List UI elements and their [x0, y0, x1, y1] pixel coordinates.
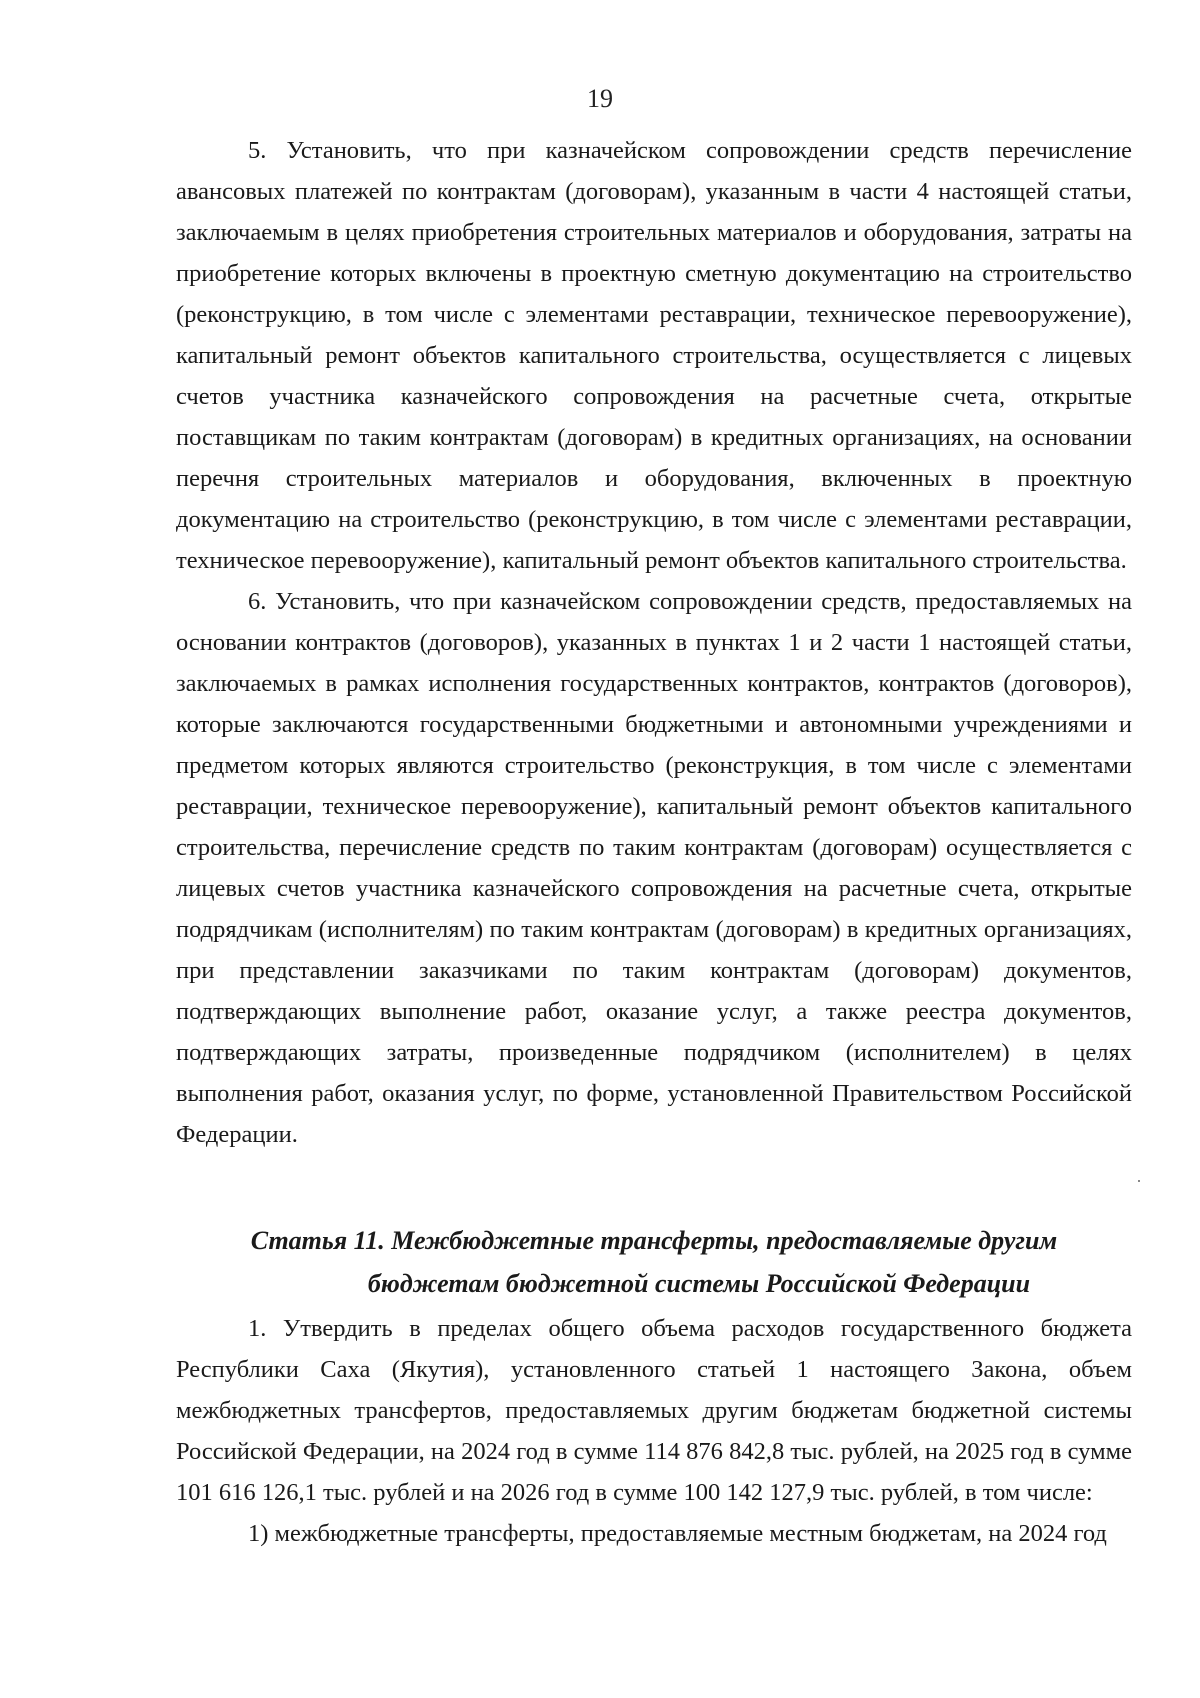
article-heading-line-2: бюджетам бюджетной системы Российской Федерации: [367, 1269, 1031, 1298]
page-number: 19: [587, 84, 613, 113]
scan-speck: [1138, 1180, 1140, 1182]
article-11-body: [176, 1308, 1132, 1554]
article-11-item-1: 1) межбюджетные трансферты, предоставляемые местным бюджетам, на 2024 год: [248, 1520, 1107, 1547]
article-11-paragraph-1: 1. Утвердить в пределах общего объема расходов государственного бюджета Республики Саха (Якутия), установленного статьей 1 настоящего Закона, объем межбюджетных трансфертов, предоставляемых другим бюджетам бюджетной системы Российской Федерации, на 2024 год в сумме 114 876 842,8 тыс. рублей, на 2025 год в сумме 101 616 126,1 тыс. рублей и на 2026 год в сумме 100 142 127,9 тыс. рублей, в том числе:: [176, 1315, 1132, 1506]
article-heading-line-1: Статья 11. Межбюджетные трансферты, предоставляемые другим: [250, 1226, 1058, 1255]
article-11-heading: [176, 1219, 1132, 1305]
article-10-continuation: [176, 130, 1132, 1155]
paragraph-5: 5. Установить, что при казначейском сопровождении средств перечисление авансовых платежей по контрактам (договорам), указанным в части 4 настоящей статьи, заключаемым в целях приобретения строительных материалов и оборудования, затраты на приобретение которых включены в проектную сметную документацию на строительство (реконструкцию, в том числе с элементами реставрации, техническое перевооружение), капитальный ремонт объектов капитального строительства, осуществляется с лицевых счетов участника казначейского сопровождения на расчетные счета, открытые поставщикам по таким контрактам (договорам) в кредитных организациях, на основании перечня строительных материалов и оборудования, включенных в проектную документацию на строительство (реконструкцию, в том числе с элементами реставрации, техническое перевооружение), капитальный ремонт объектов капитального строительства.: [176, 137, 1132, 574]
paragraph-6: 6. Установить, что при казначейском сопровождении средств, предоставляемых на основании контрактов (договоров), указанных в пунктах 1 и 2 части 1 настоящей статьи, заключаемых в рамках исполнения государственных контрактов, контрактов (договоров), которые заключаются государственными бюджетными и автономными учреждениями и предметом которых являются строительство (реконструкция, в том числе с элементами реставрации, техническое перевооружение), капитальный ремонт объектов капитального строительства, перечисление средств по таким контрактам (договорам) осуществляется с лицевых счетов участника казначейского сопровождения на расчетные счета, открытые подрядчикам (исполнителям) по таким контрактам (договорам) в кредитных организациях, при представлении заказчиками по таким контрактам (договорам) документов, подтверждающих выполнение работ, оказание услуг, а также реестра документов, подтверждающих затраты, произведенные подрядчиком (исполнителем) в целях выполнения работ, оказания услуг, по форме, установленной Правительством Российской Федерации.: [176, 588, 1132, 1148]
